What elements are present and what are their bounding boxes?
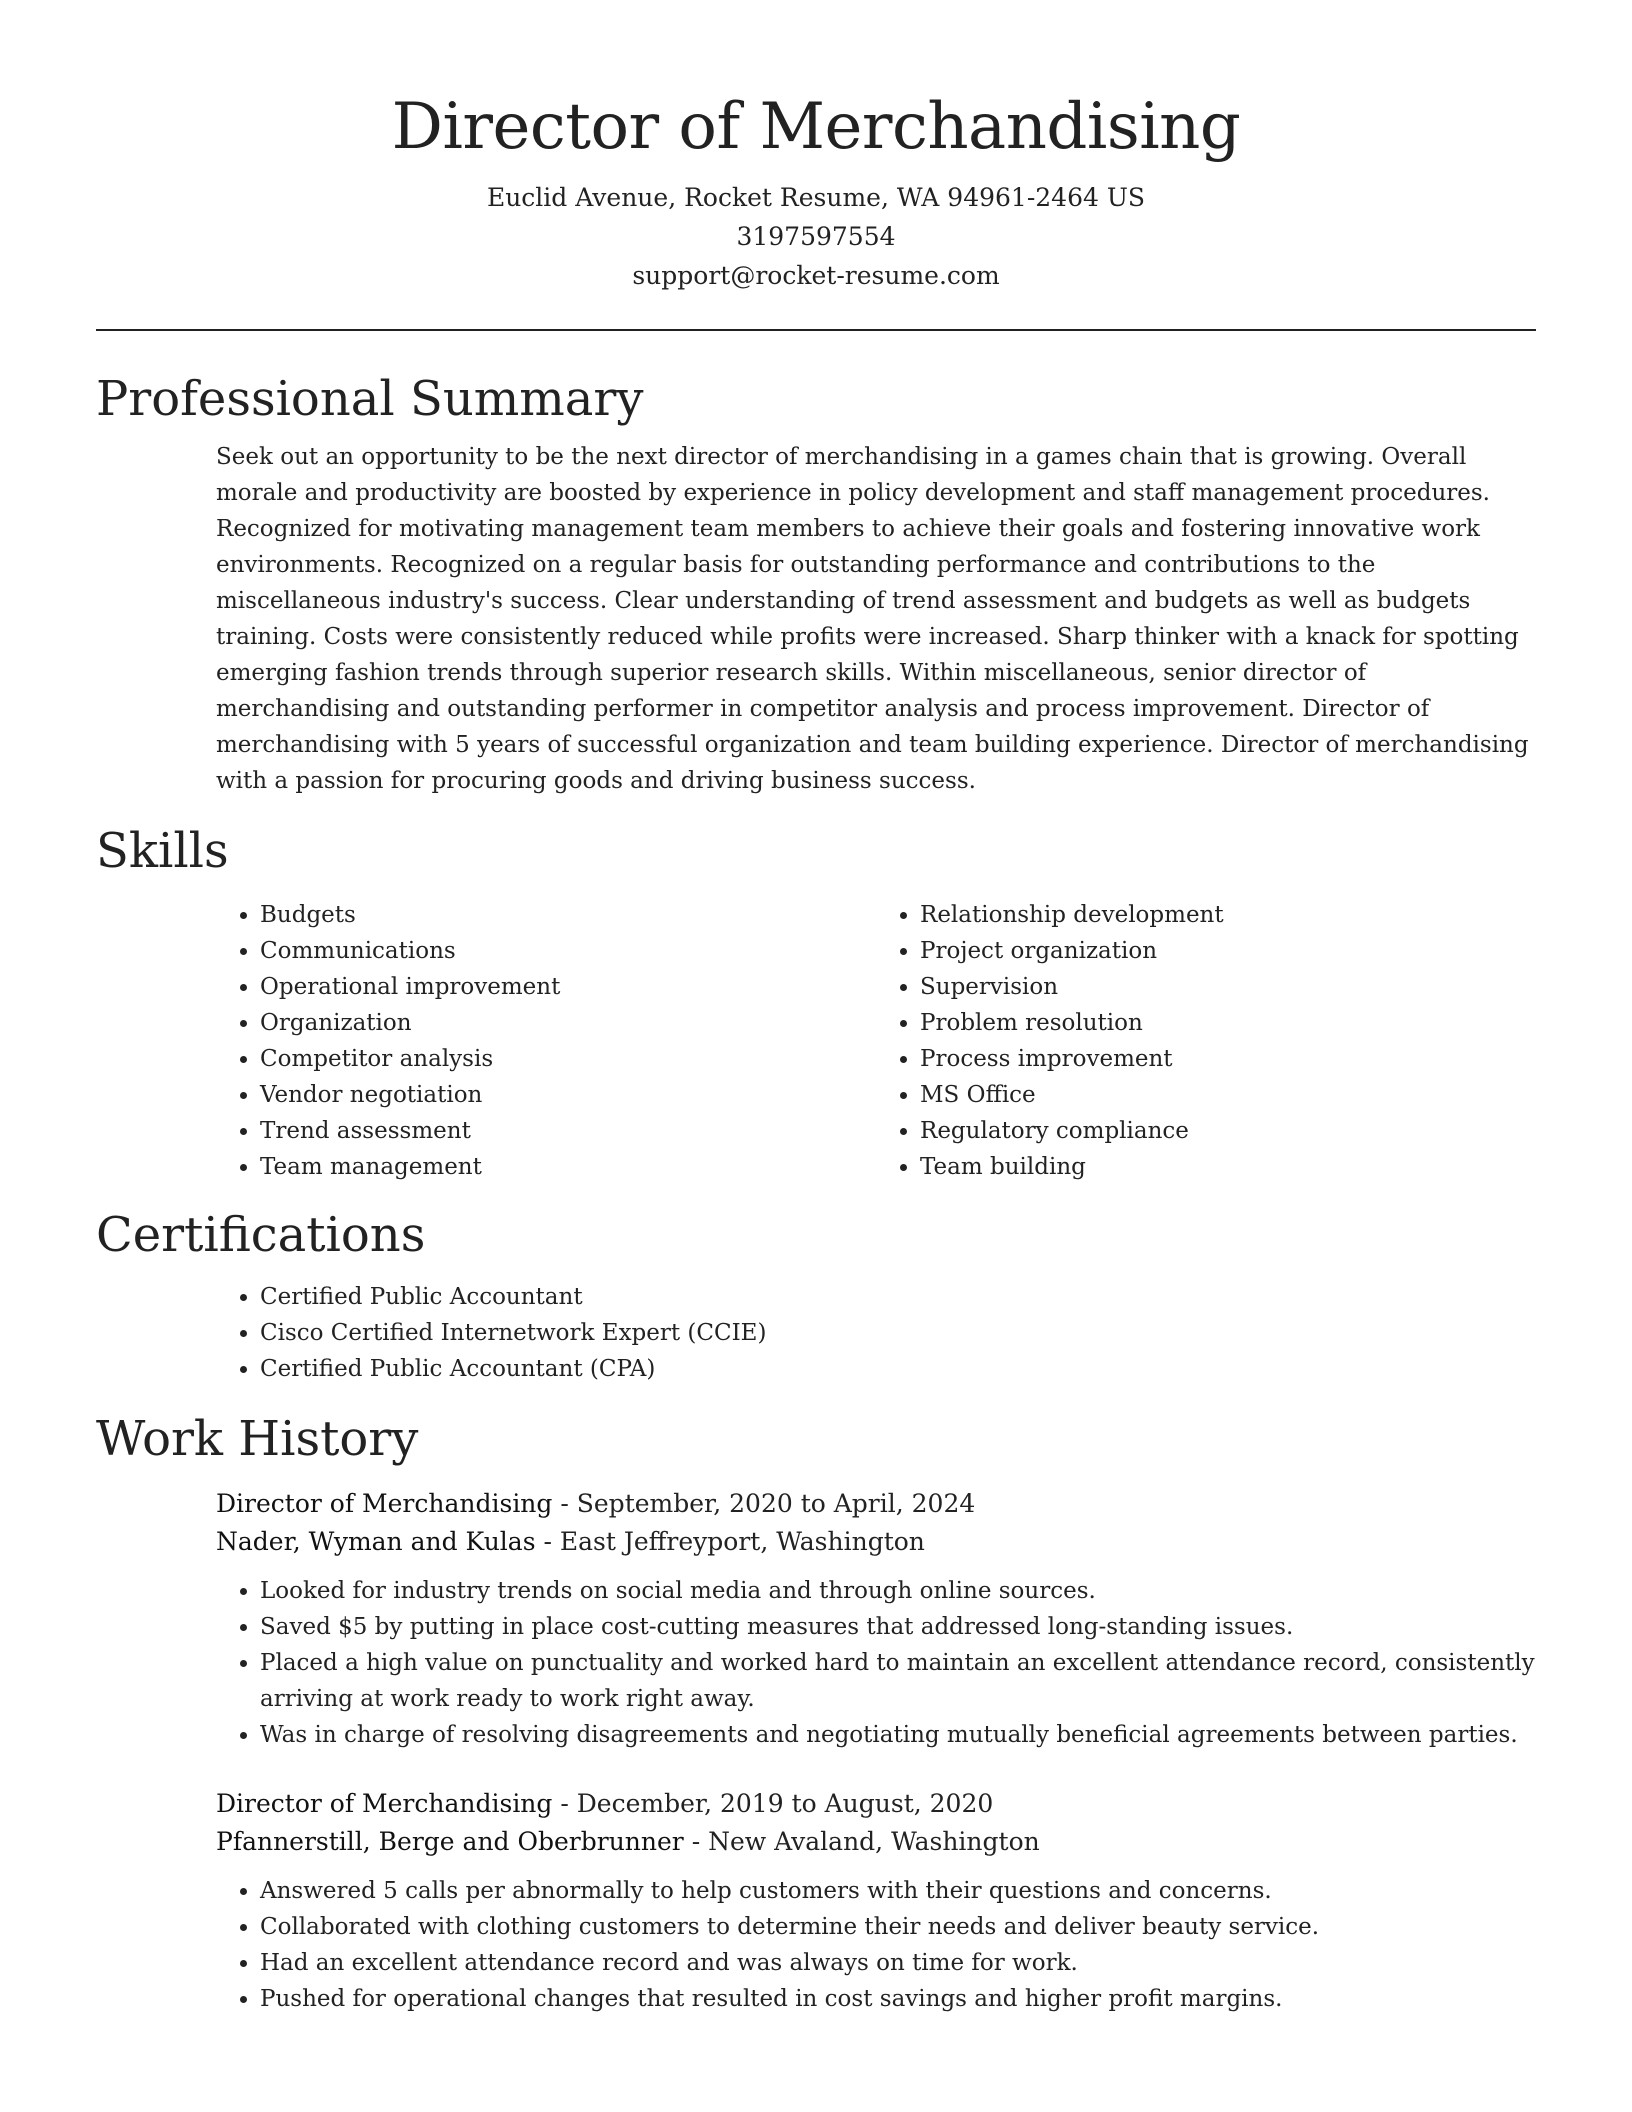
skill-item: • Communications [260, 933, 876, 969]
job-bullets [216, 1873, 1580, 2017]
job-bullets [216, 1573, 1580, 1753]
job-bullet: • Answered 5 calls per abnormally to help customers with their questions and concerns. [260, 1873, 1580, 1909]
job-location: - East Jeffreyport, Washington [535, 1527, 925, 1556]
skills-columns [216, 897, 1536, 1185]
job-entry [216, 1485, 1536, 1753]
skill-item: • Relationship development [920, 897, 1536, 933]
contact-email: support@rocket-resume.com [632, 261, 1000, 290]
job-role: Director of Merchandising [216, 1789, 553, 1818]
certifications-heading: Certifications [96, 1207, 426, 1263]
skill-item: • Problem resolution [920, 1005, 1536, 1041]
skill-item: • Organization [260, 1005, 876, 1041]
skill-item: • Vendor negotiation [260, 1077, 876, 1113]
header-divider [96, 329, 1536, 331]
job-company: Nader, Wyman and Kulas [216, 1527, 536, 1556]
skill-item: • Regulatory compliance [920, 1113, 1536, 1149]
certification-item: • Certified Public Accountant (CPA) [260, 1351, 1536, 1387]
job-dates: - December, 2019 to August, 2020 [552, 1789, 994, 1818]
job-company-line [216, 1523, 1536, 1561]
certifications-list [216, 1279, 1536, 1387]
resume-header [96, 0, 1536, 295]
job-bullet: • Pushed for operational changes that resulted in cost savings and higher profit margins. [260, 1981, 1580, 2017]
contact-address: Euclid Avenue, Rocket Resume, WA 94961-2464 US [486, 183, 1146, 212]
certification-item: • Cisco Certified Internetwork Expert (CCIE) [260, 1315, 1536, 1351]
skill-item: • Team management [260, 1149, 876, 1185]
work-history-heading: Work History [96, 1411, 419, 1467]
resume-page [96, 0, 1536, 2017]
skill-item: • Supervision [920, 969, 1536, 1005]
summary-heading: Professional Summary [96, 371, 644, 427]
resume-name: Director of Merchandising [391, 90, 1241, 164]
job-dates: - September, 2020 to April, 2024 [552, 1489, 976, 1518]
skill-item: • Budgets [260, 897, 876, 933]
certification-item: • Certified Public Accountant [260, 1279, 1536, 1315]
job-bullet: • Collaborated with clothing customers to determine their needs and deliver beauty service. [260, 1909, 1580, 1945]
skill-item: • MS Office [920, 1077, 1536, 1113]
job-title-line [216, 1485, 1536, 1523]
job-entry [216, 1785, 1536, 2017]
skill-item: • Project organization [920, 933, 1536, 969]
skill-item: • Operational improvement [260, 969, 876, 1005]
job-title-line [216, 1785, 1536, 1823]
contact-phone: 3197597554 [736, 222, 896, 251]
skill-item: • Trend assessment [260, 1113, 876, 1149]
job-company-line [216, 1823, 1536, 1861]
skills-list-right [876, 897, 1536, 1185]
job-company: Pfannerstill, Berge and Oberbrunner [216, 1827, 684, 1856]
job-role: Director of Merchandising [216, 1489, 553, 1518]
job-bullet: • Looked for industry trends on social media and through online sources. [260, 1573, 1580, 1609]
skills-heading: Skills [96, 823, 229, 879]
job-bullet: • Placed a high value on punctuality and worked hard to maintain an excellent attendance record, consistently arriving at work ready to work right away. [260, 1645, 1580, 1717]
job-location: - New Avaland, Washington [683, 1827, 1040, 1856]
summary-text: Seek out an opportunity to be the next director of merchandising in a games chain that is growing. Overall morale and productivity are boosted by experience in policy development and staff management procedures. Recognized for motivating management team members to achieve their goals and fostering innovative work environments. Recognized on a regular basis for outstanding performance and contributions to the miscellaneous industry's success. Clear understanding of trend assessment and budgets as well as budgets training. Costs were consistently reduced while profits were increased. Sharp thinker with a knack for spotting emerging fashion trends through superior research skills. Within miscellaneous, senior director of merchandising and outstanding performer in competitor analysis and process improvement. Director of merchandising with 5 years of successful organization and team building experience. Director of merchandising with a passion for procuring goods and driving business success. [216, 444, 1529, 794]
skill-item: • Competitor analysis [260, 1041, 876, 1077]
job-bullet: • Had an excellent attendance record and was always on time for work. [260, 1945, 1580, 1981]
skill-item: • Process improvement [920, 1041, 1536, 1077]
job-bullet: • Saved $5 by putting in place cost-cutting measures that addressed long-standing issues. [260, 1609, 1580, 1645]
contact-block [96, 178, 1536, 295]
job-bullet: • Was in charge of resolving disagreements and negotiating mutually beneficial agreements between parties. [260, 1717, 1580, 1753]
skill-item: • Team building [920, 1149, 1536, 1185]
skills-list-left [216, 897, 876, 1185]
